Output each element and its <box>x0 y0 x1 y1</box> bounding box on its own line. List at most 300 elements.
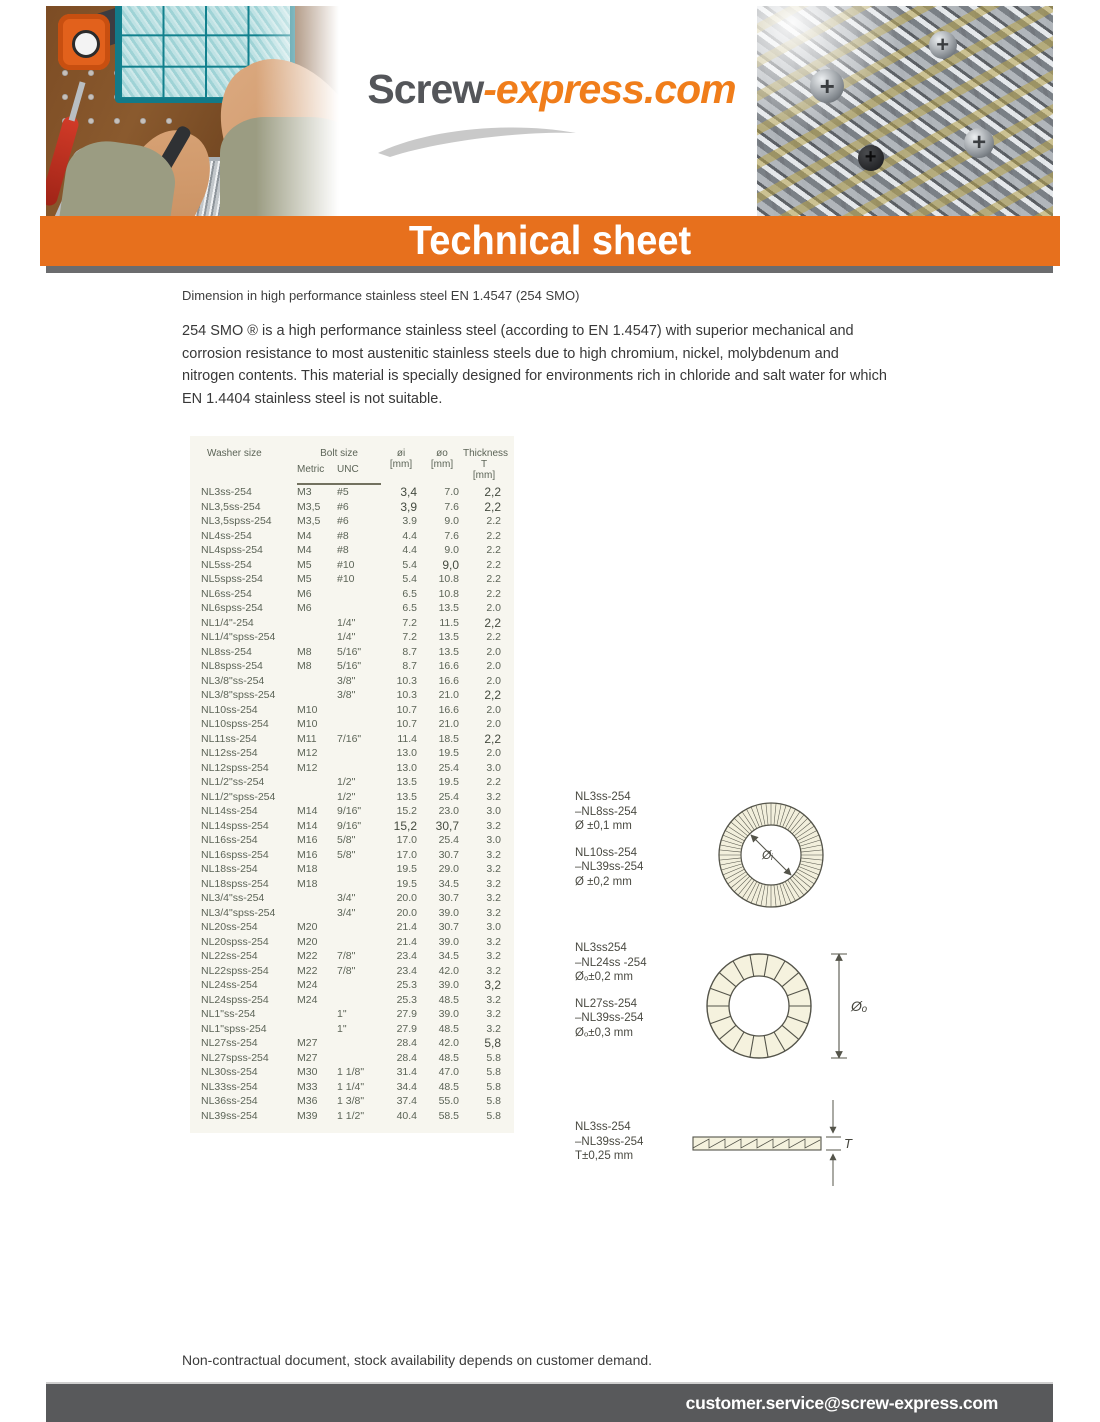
table-cell: M8 <box>297 645 312 658</box>
table-cell: 10.3 <box>396 689 418 701</box>
table-row <box>199 587 505 602</box>
table-cell: 10.3 <box>396 674 418 687</box>
table-cell: NL3ss-254 <box>201 485 252 498</box>
table-cell: 3.2 <box>486 906 502 919</box>
table-cell: 3.2 <box>486 964 502 977</box>
table-cell: 23.4 <box>396 964 418 977</box>
table-cell: 4.4 <box>402 529 418 542</box>
table-cell <box>337 703 381 718</box>
table-cell: 7.0 <box>444 485 460 498</box>
table-cell: 39.0 <box>438 906 460 919</box>
table-cell: 1/2" <box>337 790 356 803</box>
table-cell: 2.2 <box>486 573 502 585</box>
table-row <box>199 949 505 964</box>
intro-paragraph: 254 SMO ® is a high performance stainless steel (according to EN 1.4547) with superior mechanical and corrosion resistance to most austenitic stainless steels due to high chromium, nickel, molybdenum and nitrogen contents. This material is specially designed for environments rich in chloride and salt water for which EN 1.4404 stainless steel is not suitable. <box>182 323 887 407</box>
table-cell: 48.5 <box>438 993 460 1006</box>
logo-area <box>346 6 757 216</box>
table-cell: 3,9 <box>400 499 418 514</box>
table-row <box>199 964 505 979</box>
col-header-unc: UNC <box>337 462 381 484</box>
table-cell: 40.4 <box>396 1109 418 1122</box>
table-cell: NL4ss-254 <box>201 529 252 542</box>
figure2-labels <box>575 941 681 1040</box>
washer-top-view-diagram <box>681 790 861 925</box>
footer-note: Non-contractual document, stock availability depends on customer demand. <box>182 1352 653 1368</box>
table-cell: 8.7 <box>402 660 418 672</box>
table-row <box>199 877 505 892</box>
table-cell: NL20ss-254 <box>201 921 258 933</box>
col-header-metric: Metric <box>297 462 337 484</box>
table-cell: NL16spss-254 <box>201 848 269 861</box>
table-cell: M3 <box>297 486 312 498</box>
table-cell: 2.0 <box>486 747 502 759</box>
table-cell: M3,5 <box>297 500 321 513</box>
table-cell: 11.4 <box>397 732 418 745</box>
table-cell: 30.7 <box>438 892 460 904</box>
table-cell <box>297 790 337 805</box>
col-header-inner-diameter: øi [mm] <box>389 448 413 470</box>
table-cell: 7.2 <box>402 631 418 643</box>
table-cell: 3.2 <box>486 790 502 803</box>
table-cell: NL5spss-254 <box>201 573 263 585</box>
table-cell: 3,2 <box>484 978 502 992</box>
table-cell <box>337 1036 381 1051</box>
table-cell: 28.4 <box>396 1037 418 1049</box>
table-cell: 3.2 <box>486 848 502 861</box>
table-cell: 39.0 <box>438 935 460 948</box>
table-cell: 34.4 <box>396 1080 418 1093</box>
table-cell: 2.2 <box>486 631 502 643</box>
table-cell: M4 <box>297 544 312 556</box>
figure3-labels <box>575 1092 681 1164</box>
table-cell: NL30ss-254 <box>201 1066 258 1078</box>
table-cell: 9.0 <box>444 515 460 527</box>
figure-inner-diameter <box>575 790 895 925</box>
figure1-labels <box>575 790 681 889</box>
logo-swoosh <box>372 117 582 157</box>
table-cell: M39 <box>297 1109 318 1122</box>
table-row <box>199 659 505 674</box>
table-row <box>199 761 505 776</box>
table-cell: M24 <box>297 979 318 991</box>
table-row <box>199 819 505 834</box>
table-row <box>199 674 505 689</box>
table-row <box>199 543 505 558</box>
table-cell <box>337 877 381 892</box>
table-cell: 7/8" <box>337 950 356 962</box>
table-cell <box>297 674 337 689</box>
table-cell: 39.0 <box>438 1008 460 1020</box>
table-cell: #10 <box>337 558 355 571</box>
table-cell: 30.7 <box>438 848 460 861</box>
table-row <box>199 1094 505 1109</box>
table-cell: 42.0 <box>438 964 460 977</box>
table-cell: 8.7 <box>402 645 418 658</box>
table-cell <box>337 862 381 877</box>
dimension-table <box>199 448 509 1123</box>
table-cell: NL39ss-254 <box>201 1109 258 1122</box>
table-cell: 1 1/4" <box>337 1080 365 1093</box>
table-row <box>199 891 505 906</box>
table-row <box>199 717 505 732</box>
table-cell: 2,2 <box>484 615 502 630</box>
table-cell: 39.0 <box>438 979 460 991</box>
table-cell: M30 <box>297 1066 318 1078</box>
table-cell: #5 <box>337 486 349 498</box>
table-cell: M6 <box>297 602 312 614</box>
table-row <box>199 1007 505 1022</box>
table-cell: 23.4 <box>396 950 418 962</box>
table-cell: #6 <box>337 500 349 513</box>
table-cell: NL14ss-254 <box>201 805 258 817</box>
table-cell <box>297 1022 337 1037</box>
table-cell: 3.2 <box>486 1022 502 1035</box>
table-cell <box>337 920 381 935</box>
table-cell: 1/2" <box>337 776 356 788</box>
table-cell: 20.0 <box>396 906 418 919</box>
table-cell: NL1"ss-254 <box>201 1008 256 1020</box>
table-row <box>199 500 505 515</box>
table-cell <box>337 601 381 616</box>
table-cell: 3.0 <box>486 805 502 817</box>
table-cell: NL5ss-254 <box>201 558 252 571</box>
table-cell: 9,0 <box>442 557 460 572</box>
screw-head-icon <box>858 145 884 171</box>
table-cell: 31.4 <box>396 1066 418 1078</box>
table-cell: NL22spss-254 <box>201 964 269 977</box>
table-cell: M11 <box>297 732 317 745</box>
table-cell: 25.4 <box>438 790 460 803</box>
table-cell: 13.5 <box>396 790 418 803</box>
table-cell: M8 <box>297 660 312 672</box>
table-cell: 37.4 <box>396 1095 418 1107</box>
contact-email: customer.service@screw-express.com <box>685 1392 998 1413</box>
table-cell: 19.5 <box>396 877 418 890</box>
table-cell: NL3/8"spss-254 <box>201 689 276 701</box>
table-cell: M3,5 <box>297 515 321 527</box>
table-cell: 3.2 <box>486 950 502 962</box>
table-cell <box>337 1051 381 1066</box>
table-cell: 2.2 <box>486 558 502 571</box>
banner <box>40 216 1060 266</box>
table-cell: NL3/4"spss-254 <box>201 906 276 919</box>
table-cell: M4 <box>297 529 312 542</box>
table-cell: 2.0 <box>486 718 502 730</box>
table-cell: 3/4" <box>337 906 356 919</box>
table-cell: 3.9 <box>402 515 418 527</box>
table-row <box>199 630 505 645</box>
table-cell: 2.0 <box>486 645 502 658</box>
table-cell: M16 <box>297 848 318 861</box>
table-cell: 2,2 <box>484 688 502 702</box>
table-cell <box>337 993 381 1008</box>
table-cell: 6.5 <box>402 587 418 600</box>
table-cell: NL16ss-254 <box>201 834 258 846</box>
table-row <box>199 862 505 877</box>
table-row <box>199 848 505 863</box>
table-cell <box>337 761 381 776</box>
table-row <box>199 775 505 790</box>
table-row <box>199 920 505 935</box>
table-cell: NL18spss-254 <box>201 877 269 890</box>
table-cell: 1 1/2" <box>337 1109 365 1122</box>
table-cell: M33 <box>297 1080 318 1093</box>
table-cell <box>337 587 381 602</box>
table-cell: 13.0 <box>396 747 418 759</box>
table-cell: 13.0 <box>396 761 418 774</box>
table-cell: NL1/4"-254 <box>201 616 254 629</box>
table-cell: 17.0 <box>396 834 418 846</box>
table-cell: 5.8 <box>486 1066 502 1078</box>
table-cell: 25.3 <box>396 979 418 991</box>
table-cell: NL36ss-254 <box>201 1095 258 1107</box>
table-cell: 13.5 <box>438 631 460 643</box>
table-row <box>199 616 505 631</box>
table-cell: 29.0 <box>438 863 460 875</box>
table-cell: 4.4 <box>402 544 418 556</box>
table-row <box>199 1109 505 1124</box>
table-cell <box>337 717 381 732</box>
dimension-table-card <box>190 436 514 1133</box>
document-subtitle: Dimension in high performance stainless steel EN 1.4547 (254 SMO) <box>182 288 580 303</box>
table-cell: 25.4 <box>438 761 460 774</box>
table-cell: 13.5 <box>396 776 418 788</box>
logo-text-express: -express.com <box>483 65 736 112</box>
table-row <box>199 688 505 703</box>
tolerance-label: NL3ss-254 –NL39ss-254 T±0,25 mm <box>575 1121 644 1162</box>
table-cell: 2,2 <box>484 484 502 499</box>
figure-outer-diameter <box>575 941 895 1076</box>
table-cell: M5 <box>297 558 312 571</box>
table-cell <box>297 688 337 703</box>
table-row <box>199 484 505 500</box>
table-cell: M22 <box>297 964 318 977</box>
table-cell: 1 1/8" <box>337 1066 365 1078</box>
table-row <box>199 833 505 848</box>
table-cell: 3/8" <box>337 689 356 701</box>
table-cell: NL27spss-254 <box>201 1051 269 1064</box>
col-header-bolt-size: Bolt size <box>320 448 358 459</box>
table-cell: NL1"spss-254 <box>201 1022 267 1035</box>
inner-diameter-glyph: Øᵢ <box>762 848 773 862</box>
table-row <box>199 601 505 616</box>
table-cell: 21.0 <box>438 718 460 730</box>
col-header-washer-size: Washer size <box>207 448 262 459</box>
screw-pile-photo <box>757 6 1053 216</box>
table-cell: 5.8 <box>486 1109 502 1122</box>
footer-bar <box>46 1382 1053 1422</box>
table-body <box>199 484 505 1123</box>
table-cell: 21.4 <box>396 921 418 933</box>
table-header <box>199 448 509 484</box>
table-cell: NL27ss-254 <box>201 1037 258 1049</box>
figure-thickness <box>575 1092 895 1192</box>
table-cell: 2,2 <box>484 731 502 746</box>
table-cell: 3.0 <box>486 834 502 846</box>
table-cell: 34.5 <box>438 877 460 890</box>
table-cell <box>297 616 337 631</box>
table-cell: NL12spss-254 <box>201 761 269 774</box>
table-row <box>199 746 505 761</box>
washer-diagrams <box>575 790 895 1192</box>
table-cell: NL6spss-254 <box>201 602 263 614</box>
table-cell <box>297 775 337 790</box>
tolerance-label: NL27ss-254 –NL39ss-254 Øₒ±0,3 mm <box>575 997 644 1039</box>
table-cell: M20 <box>297 921 318 933</box>
table-cell: 2.2 <box>486 529 502 542</box>
table-cell: 13.5 <box>438 645 460 658</box>
table-row <box>199 935 505 950</box>
table-cell: M14 <box>297 819 318 832</box>
table-cell: NL1/2"spss-254 <box>201 790 276 803</box>
table-cell: 30,7 <box>435 818 460 833</box>
table-cell: 5.4 <box>402 558 418 571</box>
table-cell: NL4spss-254 <box>201 544 263 556</box>
table-cell: 2.0 <box>486 660 502 672</box>
table-cell: 16.6 <box>438 674 460 687</box>
table-cell: 10.8 <box>438 587 460 600</box>
table-cell: NL20spss-254 <box>201 935 269 948</box>
table-cell: 2.2 <box>486 544 502 556</box>
washer-underside-diagram <box>681 941 891 1076</box>
table-cell: M18 <box>297 877 318 890</box>
table-cell: M14 <box>297 805 318 817</box>
table-cell: NL11ss-254 <box>201 732 257 745</box>
col-header-thickness: Thickness T [mm] <box>463 448 509 481</box>
col-header-outer-diameter: øo [mm] <box>430 448 454 470</box>
table-cell: M12 <box>297 761 318 774</box>
table-cell: 1 3/8" <box>337 1095 365 1107</box>
table-cell: 5/8" <box>337 848 356 861</box>
thickness-glyph: T <box>844 1136 852 1151</box>
table-cell: 3/4" <box>337 892 356 904</box>
table-cell: 5.8 <box>486 1051 502 1064</box>
table-cell: 9/16" <box>337 819 362 832</box>
table-row <box>199 732 505 747</box>
table-cell <box>337 746 381 761</box>
table-row <box>199 558 505 573</box>
table-cell: NL3/8"ss-254 <box>201 674 265 687</box>
outer-diameter-glyph: Øₒ <box>851 998 868 1014</box>
table-cell: 3.2 <box>486 993 502 1006</box>
table-cell: 27.9 <box>396 1022 418 1035</box>
table-cell: 23.0 <box>438 805 460 817</box>
table-cell: 17.0 <box>396 848 418 861</box>
table-cell: 13.5 <box>438 602 460 614</box>
table-row <box>199 906 505 921</box>
table-row <box>199 514 505 529</box>
table-cell: 1/4" <box>337 631 356 643</box>
logo-text-screw: Screw <box>367 65 484 112</box>
table-cell: NL33ss-254 <box>201 1080 258 1093</box>
table-cell: 7.6 <box>444 500 460 513</box>
table-cell: 5/8" <box>337 834 356 846</box>
table-cell: M27 <box>297 1037 318 1049</box>
table-cell: 3.2 <box>486 819 502 832</box>
table-cell: 5.8 <box>486 1095 502 1107</box>
table-cell: NL10spss-254 <box>201 718 269 730</box>
table-cell: NL18ss-254 <box>201 863 258 875</box>
table-cell: 3.2 <box>486 877 502 890</box>
table-row <box>199 1022 505 1037</box>
table-cell: NL12ss-254 <box>201 747 258 759</box>
table-cell: 28.4 <box>396 1051 418 1064</box>
table-row <box>199 703 505 718</box>
table-cell: NL3/4"ss-254 <box>201 892 265 904</box>
table-cell: 2.2 <box>486 587 502 600</box>
table-cell: 34.5 <box>438 950 460 962</box>
table-cell: #8 <box>337 544 349 556</box>
table-cell: M20 <box>297 935 318 948</box>
table-cell: NL24ss-254 <box>201 979 258 991</box>
table-cell: 58.5 <box>438 1109 460 1122</box>
table-cell: 5/16" <box>337 645 362 658</box>
screw-head-icon <box>929 31 957 59</box>
table-cell: 30.7 <box>438 921 460 933</box>
table-cell: 3.0 <box>486 921 502 933</box>
table-row <box>199 978 505 993</box>
table-cell: M10 <box>297 718 318 730</box>
table-cell <box>297 906 337 921</box>
tolerance-label: NL10ss-254 –NL39ss-254 Ø ±0,2 mm <box>575 846 644 888</box>
table-cell: 2.0 <box>486 703 502 716</box>
tape-measure <box>58 14 110 70</box>
table-cell: 10.8 <box>438 573 460 585</box>
table-cell: NL3,5spss-254 <box>201 515 272 527</box>
table-row <box>199 1051 505 1066</box>
screw-head-icon <box>810 69 844 103</box>
table-cell: NL1/2"ss-254 <box>201 776 265 788</box>
table-row <box>199 1080 505 1095</box>
table-row <box>199 790 505 805</box>
table-cell <box>297 1007 337 1022</box>
table-cell: #8 <box>337 529 349 542</box>
table-cell: 7.2 <box>402 616 418 629</box>
table-cell: 27.9 <box>396 1008 418 1020</box>
table-cell: 48.5 <box>438 1022 460 1035</box>
table-cell: NL8ss-254 <box>201 645 252 658</box>
table-row <box>199 804 505 819</box>
table-cell: 16.6 <box>438 703 460 716</box>
photo-fade <box>256 6 346 216</box>
table-cell: 7/16" <box>337 732 362 745</box>
logo <box>367 66 735 113</box>
table-cell <box>297 891 337 906</box>
table-cell: 21.0 <box>438 689 460 701</box>
table-cell: 7/8" <box>337 964 356 977</box>
table-cell: NL8spss-254 <box>201 660 263 672</box>
table-cell: 5,8 <box>484 1036 502 1050</box>
table-cell: 19.5 <box>396 863 418 875</box>
table-cell: NL22ss-254 <box>201 950 258 962</box>
table-cell: 3/8" <box>337 674 356 687</box>
banner-title: Technical sheet <box>408 217 692 264</box>
table-cell: NL1/4"spss-254 <box>201 631 276 643</box>
table-cell: 25.3 <box>396 993 418 1006</box>
table-cell: M18 <box>297 863 318 875</box>
table-cell: 1/4" <box>337 616 356 629</box>
table-cell: 42.0 <box>438 1037 460 1049</box>
table-row <box>199 993 505 1008</box>
table-cell: 5/16" <box>337 660 362 672</box>
table-cell: 5.4 <box>402 573 418 585</box>
table-cell: M24 <box>297 993 318 1006</box>
table-cell: 10.7 <box>396 703 418 716</box>
table-cell: M10 <box>297 703 318 716</box>
table-cell: 1" <box>337 1022 347 1035</box>
table-cell: 19.5 <box>438 747 460 759</box>
banner-underline <box>46 266 1053 273</box>
